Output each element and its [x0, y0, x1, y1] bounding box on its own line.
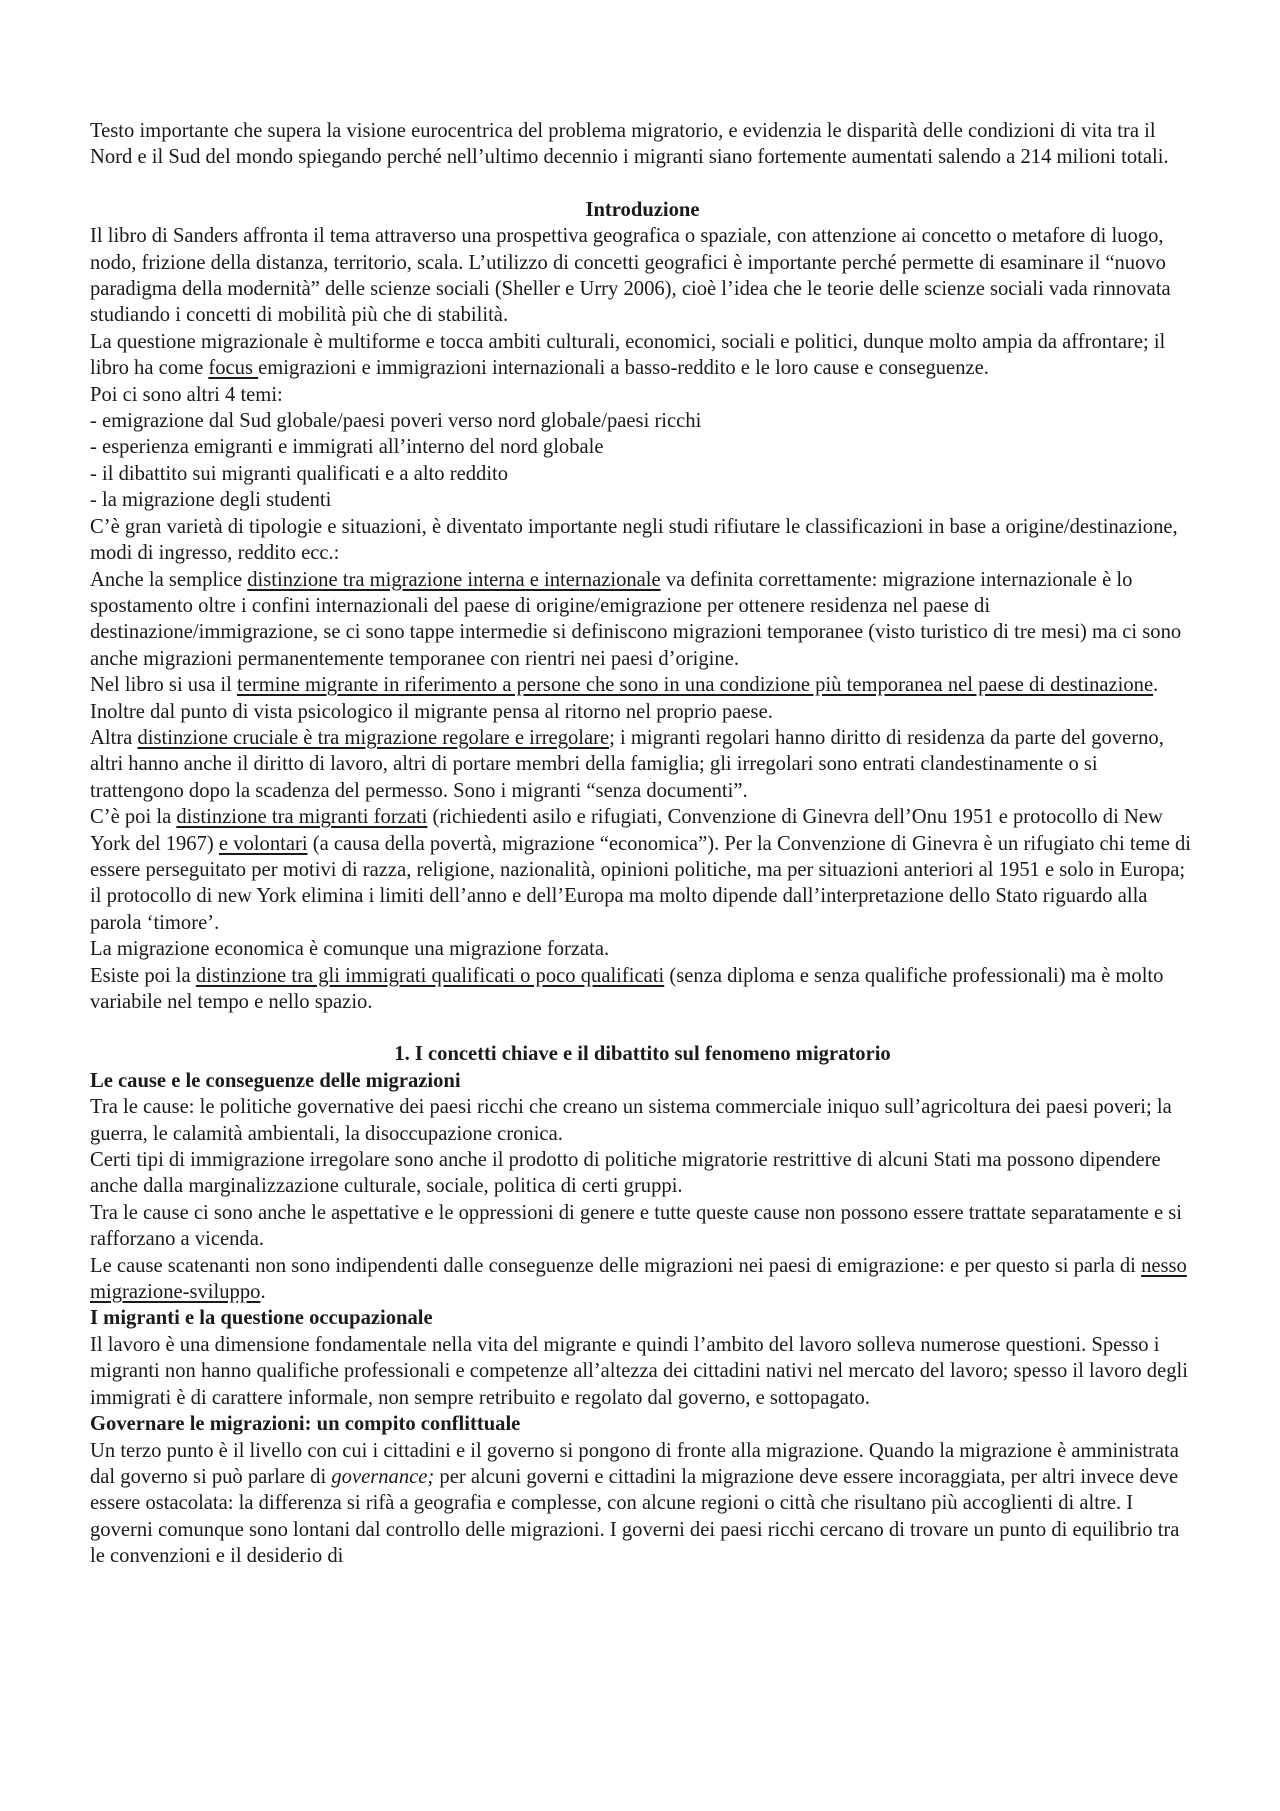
subheading-cause-conseguenze: Le cause e le conseguenze delle migrazioni	[90, 1069, 461, 1092]
theme-item: - emigrazione dal Sud globale/paesi poveri verso nord globale/paesi ricchi	[90, 410, 702, 433]
text: Le cause scatenanti non sono indipendenti dalle conseguenze delle migrazioni nei paesi di emigrazione: e per questo si parla di	[90, 1254, 1142, 1277]
text: Esiste poi la	[90, 964, 196, 987]
text: Nel libro si usa il	[90, 674, 238, 697]
subheading-governare: Governare le migrazioni: un compito conflittuale	[90, 1413, 521, 1436]
italic-text: governance;	[331, 1465, 435, 1488]
subheading-occupazionale: I migranti e la questione occupazionale	[90, 1307, 433, 1330]
text: emigrazioni e immigrazioni internazionali a basso-reddito e le loro cause e conseguenze.	[258, 357, 989, 380]
paragraph-genere: Tra le cause ci sono anche le aspettative e le oppressioni di genere e tutte queste cause non possono essere trattate separatamente e si rafforzano a vicenda.	[90, 1201, 1183, 1251]
paragraph-sanders: Il libro di Sanders affronta il tema attraverso una prospettiva geografica o spaziale, con attenzione ai concetto o metafore di luogo, nodo, frizione della distanza, territorio, scala. L’utilizzo di concetti geografici è importante perché permette di esaminare il “nuovo paradigma della modernità” delle scienze sociali (Sheller e Urry 2006), cioè l’idea che le teorie delle scienze sociali vada rinnovata studiando i concetti di mobilità più che di stabilità.	[90, 225, 1171, 327]
spacer	[90, 1015, 1195, 1041]
paragraph-regolare-irregolare	[90, 725, 1195, 804]
paragraph-cause: Tra le cause: le politiche governative dei paesi ricchi che creano un sistema commerciale iniquo sull’agricoltura dei paesi poveri; la guerra, le calamità ambientali, la disoccupazione cronica.	[90, 1096, 1172, 1145]
text: C’è poi la	[90, 806, 177, 829]
text: Anche la semplice	[90, 568, 248, 591]
section-title-concetti-chiave: 1. I concetti chiave e il dibattito sul fenomeno migratorio	[394, 1043, 891, 1066]
paragraph-nesso	[90, 1253, 1195, 1306]
paragraph-lavoro: Il lavoro è una dimensione fondamentale nella vita del migrante e quindi l’ambito del lavoro solleva numerose questioni. Spesso i migranti non hanno qualifiche professionali e competenze all’altezza dei cittadini nativi nel mercato del lavoro; spesso il lavoro degli immigrati è di carattere informale, non sempre retribuito e regolato dal governo, e sottopagato.	[90, 1333, 1188, 1409]
paragraph-forzati-volontari	[90, 804, 1195, 936]
spacer	[90, 171, 1195, 197]
text: (a causa della povertà, migrazione “economica”). Per la Convenzione di Ginevra è un rifugiato chi teme di essere perseguitato per motivi di razza, religione, nazionalità, opinioni politiche, ma per situazioni anteriori al 1951 e solo in Europa; il protocollo di new York elimina i limiti dell’anno e dell’Europa ma molto dipende dall’interpretazione dello Stato riguardo alla parola ‘timore’.	[90, 832, 1192, 934]
text: . Inoltre dal punto di vista psicologico il migrante pensa al ritorno nel proprio paese.	[90, 674, 1159, 723]
document-page	[90, 118, 1195, 1570]
text: La questione migrazionale è multiforme e tocca ambiti culturali, economici, sociali e politici, dunque molto ampia da affrontare; il libro ha come	[90, 330, 1166, 380]
paragraph-economica: La migrazione economica è comunque una migrazione forzata.	[90, 938, 610, 961]
paragraph-irregolare: Certi tipi di immigrazione irregolare sono anche il prodotto di politiche migratorie restrittive di alcuni Stati ma possono dipendere anche dalla marginalizzazione culturale, sociale, politica di certi gruppi.	[90, 1149, 1161, 1198]
theme-item: - la migrazione degli studenti	[90, 489, 332, 512]
underlined-text: distinzione tra migrazione interna e internazionale	[247, 568, 661, 591]
theme-item: - esperienza emigranti e immigrati all’interno del nord globale	[90, 436, 604, 459]
text: (richiedenti asilo e rifugiati, Convenzione di Ginevra dell’Onu 1951 e protocollo di New York del 1967)	[90, 806, 1163, 855]
intro-paragraph: Testo importante che supera la visione eurocentrica del problema migratorio, e evidenzia le disparità delle condizioni di vita tra il Nord e il Sud del mondo spiegando perché nell’ultimo decennio i migranti siano fortemente aumentati salendo a 214 milioni totali.	[90, 120, 1169, 169]
text: per alcuni governi e cittadini la migrazione deve essere incoraggiata, per altri invece deve essere ostacolata: la differenza si rifà a geografia e complesse, con alcune regioni o città che risultano più accoglienti di altre. I governi comunque sono lontani dal controllo delle migrazioni. I governi dei paesi ricchi cercano di trovare un punto di equilibrio tra le convenzioni e il desiderio di	[90, 1465, 1180, 1568]
underlined-text: termine migrante in riferimento a persone che sono in una condizione più temporanea nel paese di destinazione	[237, 674, 1154, 697]
underlined-text: nesso migrazione-sviluppo	[90, 1254, 1187, 1304]
text: ; i migranti regolari hanno diritto di residenza da parte del governo, altri hanno anche il diritto di lavoro, altri di portare membri della famiglia; gli irregolari sono entrati clandestinamente o si trattengono dopo la scadenza del permesso. Sono i migranti “senza documenti”.	[90, 726, 1164, 802]
text: Altra	[90, 726, 138, 749]
paragraph-termine-migrante	[90, 672, 1195, 725]
text: va definita correttamente: migrazione internazionale è lo spostamento oltre i confini internazionali del paese di origine/emigrazione per ottenere residenza nel paese di destinazione/immigrazione, se ci sono tappe intermedie si definiscono migrazioni temporanee (visto turistico di tre mesi) ma ci sono anche migrazioni permanentemente temporanee con rientri nei paesi d’origine.	[90, 568, 1182, 670]
underlined-text: focus	[208, 357, 259, 380]
paragraph-interna-internazionale	[90, 567, 1195, 673]
underlined-text: distinzione cruciale è tra migrazione regolare e irregolare	[137, 726, 610, 749]
paragraph-focus	[90, 329, 1195, 382]
paragraph-varieta: C’è gran varietà di tipologie e situazioni, è diventato importante negli studi rifiutare le classificazioni in base a origine/destinazione, modi di ingresso, reddito ecc.:	[90, 515, 1178, 565]
text: Un terzo punto è il livello con cui i cittadini e il governo si pongono di fronte alla migrazione. Quando la migrazione è amministrata dal governo si può parlare di	[90, 1439, 1179, 1488]
section-title-introduzione: Introduzione	[585, 198, 700, 221]
paragraph-qualificati	[90, 963, 1195, 1016]
text: .	[260, 1281, 266, 1304]
theme-item: - il dibattito sui migranti qualificati e a alto reddito	[90, 462, 509, 485]
paragraph-themes-intro: Poi ci sono altri 4 temi:	[90, 383, 283, 406]
underlined-text: distinzione tra gli immigrati qualificati o poco qualificati	[195, 964, 665, 987]
text: (senza diploma e senza qualifiche professionali) ma è molto variabile nel tempo e nello spazio.	[90, 964, 1164, 1013]
paragraph-governance	[90, 1438, 1195, 1570]
underlined-text: e volontari	[218, 832, 308, 855]
underlined-text: distinzione tra migranti forzati	[176, 806, 428, 829]
